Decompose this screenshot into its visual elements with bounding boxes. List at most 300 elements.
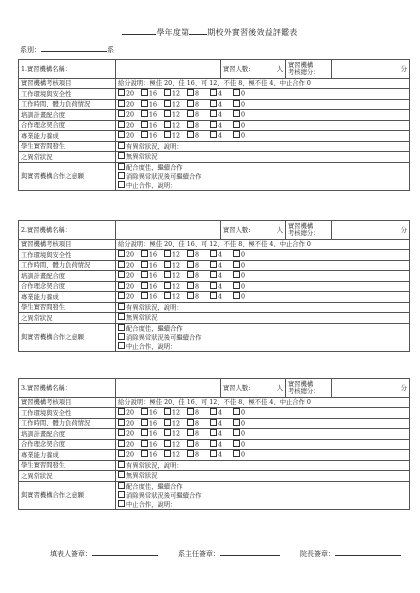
checkbox-icon[interactable]: [187, 261, 194, 268]
criterion-label: 專業能力養成: [19, 131, 116, 142]
score-option[interactable]: 8: [187, 419, 210, 429]
cooperation-label: 與實習機構合作之意願: [19, 162, 116, 190]
checkbox-icon[interactable]: [118, 100, 125, 107]
score-option[interactable]: 20: [118, 292, 141, 302]
checkbox-icon[interactable]: [164, 429, 171, 436]
year-blank[interactable]: [122, 26, 156, 35]
score-option[interactable]: 12: [164, 292, 187, 302]
coop-option-continue[interactable]: 配合度佳，繼續合作: [118, 482, 407, 491]
score-option[interactable]: 20: [118, 250, 141, 260]
checkbox-icon[interactable]: [233, 271, 240, 278]
score-total-label: 實習機構 考核總分：: [286, 379, 332, 398]
checkbox-icon[interactable]: [233, 131, 240, 138]
score-option[interactable]: 16: [141, 440, 164, 450]
abnormal-row-1: [19, 302, 410, 313]
checkbox-icon[interactable]: [118, 408, 125, 415]
checkbox-icon[interactable]: [141, 110, 148, 117]
abnormal-no-option[interactable]: 無異常狀況: [116, 313, 410, 324]
score-option[interactable]: 8: [187, 440, 210, 450]
checkbox-icon[interactable]: [210, 440, 217, 447]
abnormal-row-2: [19, 471, 410, 482]
org-name-label: 2.實習機構名稱：: [19, 221, 116, 240]
checkbox-icon[interactable]: [141, 250, 148, 257]
score-option[interactable]: 0: [233, 250, 245, 260]
criterion-label: 合作理念契合度: [19, 120, 116, 131]
score-option[interactable]: 8: [187, 100, 210, 110]
cooperation-label: 與實習機構合作之意願: [19, 323, 116, 351]
score-option[interactable]: 8: [187, 429, 210, 439]
checkbox-icon[interactable]: [210, 408, 217, 415]
score-option[interactable]: 20: [118, 261, 141, 271]
checkbox-icon[interactable]: [118, 142, 125, 149]
checkbox-icon[interactable]: [210, 429, 217, 436]
score-option[interactable]: 12: [164, 121, 187, 131]
checkbox-icon[interactable]: [118, 419, 125, 426]
checkbox-icon[interactable]: [233, 282, 240, 289]
checkbox-icon[interactable]: [233, 250, 240, 257]
score-options: [116, 120, 410, 131]
score-option[interactable]: 16: [141, 292, 164, 302]
checkbox-icon[interactable]: [118, 261, 125, 268]
checkbox-icon[interactable]: [164, 110, 171, 117]
coop-option-terminate[interactable]: 中止合作，說明：: [118, 181, 407, 190]
score-option[interactable]: 16: [141, 408, 164, 418]
score-total-field[interactable]: 分: [332, 379, 410, 398]
score-options: [116, 292, 410, 303]
score-option[interactable]: 8: [187, 250, 210, 260]
score-option[interactable]: 0: [233, 89, 245, 99]
checkbox-icon[interactable]: [233, 110, 240, 117]
abnormal-label-1: 學生實習間發生: [19, 460, 116, 471]
score-option[interactable]: 12: [164, 110, 187, 120]
score-options: [116, 110, 410, 121]
org-name-field[interactable]: [116, 379, 221, 398]
criterion-label: 合作理念契合度: [19, 439, 116, 450]
checkbox-icon[interactable]: [141, 429, 148, 436]
org-header-row: [19, 60, 410, 79]
checkbox-icon[interactable]: [187, 89, 194, 96]
score-option[interactable]: 4: [210, 121, 233, 131]
checkbox-icon[interactable]: [141, 131, 148, 138]
score-option[interactable]: 4: [210, 440, 233, 450]
representative-signature: 填表人簽章：: [50, 548, 158, 559]
score-options: [116, 89, 410, 100]
score-option[interactable]: 8: [187, 261, 210, 271]
score-option[interactable]: 12: [164, 271, 187, 281]
checkbox-icon[interactable]: [141, 100, 148, 107]
checkbox-icon[interactable]: [164, 89, 171, 96]
score-option[interactable]: 12: [164, 100, 187, 110]
checkbox-icon[interactable]: [210, 110, 217, 117]
score-option[interactable]: 20: [118, 131, 141, 141]
score-option[interactable]: 4: [210, 250, 233, 260]
abnormal-label-2: 之異常狀況: [19, 471, 116, 482]
score-option[interactable]: 20: [118, 121, 141, 131]
checkbox-icon[interactable]: [118, 181, 125, 188]
score-option[interactable]: 12: [164, 250, 187, 260]
checkbox-icon[interactable]: [233, 419, 240, 426]
term-blank[interactable]: [189, 26, 207, 35]
criterion-row: [19, 292, 410, 303]
score-option[interactable]: 4: [210, 131, 233, 141]
checkbox-icon[interactable]: [210, 282, 217, 289]
evaluation-block-1: [18, 59, 410, 191]
criterion-label: 培訓計畫配合度: [19, 271, 116, 282]
scoring-note: 給分說明：極佳 20、佳 16、可 12、不佳 8、極不佳 4、中止合作 0: [116, 398, 410, 408]
criterion-row: [19, 450, 410, 461]
score-options: [116, 250, 410, 261]
score-option[interactable]: 16: [141, 89, 164, 99]
checkbox-icon[interactable]: [187, 292, 194, 299]
department-suffix: 系: [107, 46, 114, 54]
item-header: 實習機構考核項目: [19, 240, 116, 250]
score-option[interactable]: 0: [233, 429, 245, 439]
checkbox-icon[interactable]: [118, 152, 125, 159]
coop-option-continue[interactable]: 配合度佳，繼續合作: [118, 163, 407, 172]
abnormal-yes-option[interactable]: 有異常狀況，說明：: [116, 141, 410, 152]
score-total-field[interactable]: 分: [332, 60, 410, 79]
org-name-field[interactable]: [116, 221, 221, 240]
cooperation-row: [19, 481, 410, 509]
checkbox-icon[interactable]: [233, 440, 240, 447]
coop-option-conditional[interactable]: 消除異常狀況後可繼續合作: [118, 172, 407, 181]
checkbox-icon[interactable]: [187, 450, 194, 457]
abnormal-row-2: [19, 313, 410, 324]
score-option[interactable]: 16: [141, 121, 164, 131]
criterion-row: [19, 408, 410, 419]
checkbox-icon[interactable]: [210, 261, 217, 268]
intern-count-cell[interactable]: 實習人數: 人: [221, 379, 286, 398]
checkbox-icon[interactable]: [118, 292, 125, 299]
score-options: [116, 408, 410, 419]
score-option[interactable]: 4: [210, 429, 233, 439]
score-option[interactable]: 16: [141, 110, 164, 120]
form-title: [0, 26, 420, 38]
score-option[interactable]: 16: [141, 450, 164, 460]
criterion-label: 工作時間、體力負荷情況: [19, 260, 116, 271]
score-option[interactable]: 16: [141, 250, 164, 260]
checkbox-icon[interactable]: [233, 121, 240, 128]
score-option[interactable]: 12: [164, 282, 187, 292]
abnormal-row-1: [19, 141, 410, 152]
checkbox-icon[interactable]: [210, 450, 217, 457]
score-option[interactable]: 8: [187, 131, 210, 141]
principal-blank[interactable]: [335, 548, 401, 556]
score-option[interactable]: 16: [141, 261, 164, 271]
score-option[interactable]: 20: [118, 408, 141, 418]
score-option[interactable]: 8: [187, 110, 210, 120]
checkbox-icon[interactable]: [118, 333, 125, 340]
score-option[interactable]: 4: [210, 292, 233, 302]
checkbox-icon[interactable]: [118, 491, 125, 498]
checkbox-icon[interactable]: [233, 261, 240, 268]
criterion-row: [19, 418, 410, 429]
score-option[interactable]: 16: [141, 419, 164, 429]
score-option[interactable]: 12: [164, 440, 187, 450]
score-option[interactable]: 8: [187, 89, 210, 99]
checkbox-icon[interactable]: [118, 324, 125, 331]
checkbox-icon[interactable]: [164, 131, 171, 138]
checkbox-icon[interactable]: [164, 450, 171, 457]
checkbox-icon[interactable]: [187, 282, 194, 289]
coop-option-conditional[interactable]: 消除異常狀況後可繼續合作: [118, 491, 407, 500]
checkbox-icon[interactable]: [187, 440, 194, 447]
criterion-label: 專業能力養成: [19, 292, 116, 303]
checkbox-icon[interactable]: [210, 419, 217, 426]
checkbox-icon[interactable]: [118, 89, 125, 96]
criterion-row: [19, 131, 410, 142]
score-option[interactable]: 16: [141, 429, 164, 439]
criterion-row: [19, 429, 410, 440]
cooperation-label: 與實習機構合作之意願: [19, 481, 116, 509]
checkbox-icon[interactable]: [210, 292, 217, 299]
checkbox-icon[interactable]: [118, 500, 125, 507]
checkbox-icon[interactable]: [233, 408, 240, 415]
checkbox-icon[interactable]: [118, 342, 125, 349]
item-header: 實習機構考核項目: [19, 398, 116, 408]
score-option[interactable]: 0: [233, 100, 245, 110]
score-total-label: 實習機構 考核總分：: [286, 60, 332, 79]
checkbox-icon[interactable]: [187, 429, 194, 436]
score-option[interactable]: 4: [210, 261, 233, 271]
score-option[interactable]: 0: [233, 440, 245, 450]
score-option[interactable]: 4: [210, 450, 233, 460]
score-option[interactable]: 16: [141, 271, 164, 281]
checkbox-icon[interactable]: [187, 271, 194, 278]
score-option[interactable]: 4: [210, 419, 233, 429]
score-option[interactable]: 4: [210, 408, 233, 418]
criterion-label: 培訓計畫配合度: [19, 110, 116, 121]
score-option[interactable]: 0: [233, 419, 245, 429]
checkbox-icon[interactable]: [118, 461, 125, 468]
checkbox-icon[interactable]: [118, 450, 125, 457]
checkbox-icon[interactable]: [210, 250, 217, 257]
checkbox-icon[interactable]: [187, 100, 194, 107]
evaluation-block-2: [18, 220, 410, 352]
abnormal-no-option[interactable]: 無異常狀況: [116, 471, 410, 482]
score-option[interactable]: 4: [210, 271, 233, 281]
score-option[interactable]: 12: [164, 131, 187, 141]
checkbox-icon[interactable]: [210, 271, 217, 278]
score-option[interactable]: 8: [187, 292, 210, 302]
checkbox-icon[interactable]: [210, 89, 217, 96]
score-option[interactable]: 0: [233, 292, 245, 302]
checkbox-icon[interactable]: [233, 89, 240, 96]
checkbox-icon[interactable]: [187, 131, 194, 138]
score-option[interactable]: 0: [233, 110, 245, 120]
score-option[interactable]: 4: [210, 282, 233, 292]
score-option[interactable]: 20: [118, 100, 141, 110]
criterion-label: 培訓計畫配合度: [19, 429, 116, 440]
checkbox-icon[interactable]: [141, 408, 148, 415]
checkbox-icon[interactable]: [187, 121, 194, 128]
checkbox-icon[interactable]: [164, 419, 171, 426]
score-option[interactable]: 0: [233, 408, 245, 418]
abnormal-label-2: 之異常狀況: [19, 152, 116, 163]
department-blank[interactable]: [41, 44, 107, 52]
score-option[interactable]: 4: [210, 89, 233, 99]
abnormal-row-2: [19, 152, 410, 163]
score-option[interactable]: 4: [210, 100, 233, 110]
score-option[interactable]: 20: [118, 419, 141, 429]
score-option[interactable]: 0: [233, 121, 245, 131]
scoring-note-row: [19, 398, 410, 408]
checkbox-icon[interactable]: [210, 121, 217, 128]
title-part-2: 期校外實習後效益評鑑表: [207, 28, 298, 37]
score-options: [116, 429, 410, 440]
cooperation-row: [19, 323, 410, 351]
checkbox-icon[interactable]: [118, 313, 125, 320]
criterion-row: [19, 89, 410, 100]
criterion-label: 工作時間、體力負荷情況: [19, 99, 116, 110]
dept-head-blank[interactable]: [220, 548, 280, 556]
score-option[interactable]: 8: [187, 121, 210, 131]
score-option[interactable]: 20: [118, 440, 141, 450]
checkbox-icon[interactable]: [233, 100, 240, 107]
cooperation-options: [116, 323, 410, 351]
score-option[interactable]: 20: [118, 89, 141, 99]
checkbox-icon[interactable]: [141, 282, 148, 289]
score-option[interactable]: 20: [118, 429, 141, 439]
org-name-label: 1.實習機構名稱：: [19, 60, 116, 79]
score-option[interactable]: 0: [233, 282, 245, 292]
cooperation-row: [19, 162, 410, 190]
abnormal-yes-option[interactable]: 有異常狀況，說明：: [116, 460, 410, 471]
checkbox-icon[interactable]: [164, 408, 171, 415]
checkbox-icon[interactable]: [118, 131, 125, 138]
checkbox-icon[interactable]: [118, 271, 125, 278]
criterion-label: 工作環境與安全性: [19, 89, 116, 100]
score-option[interactable]: 16: [141, 131, 164, 141]
score-option[interactable]: 20: [118, 450, 141, 460]
score-option[interactable]: 0: [233, 271, 245, 281]
cooperation-options: [116, 481, 410, 509]
score-total-field[interactable]: 分: [332, 221, 410, 240]
checkbox-icon[interactable]: [141, 121, 148, 128]
checkbox-icon[interactable]: [141, 292, 148, 299]
score-option[interactable]: 12: [164, 408, 187, 418]
criterion-label: 專業能力養成: [19, 450, 116, 461]
criterion-row: [19, 281, 410, 292]
score-option[interactable]: 20: [118, 282, 141, 292]
score-option[interactable]: 8: [187, 271, 210, 281]
checkbox-icon[interactable]: [141, 89, 148, 96]
abnormal-label-2: 之異常狀況: [19, 313, 116, 324]
score-option[interactable]: 20: [118, 110, 141, 120]
checkbox-icon[interactable]: [141, 271, 148, 278]
score-option[interactable]: 16: [141, 100, 164, 110]
checkbox-icon[interactable]: [164, 100, 171, 107]
checkbox-icon[interactable]: [187, 250, 194, 257]
abnormal-no-option[interactable]: 無異常狀況: [116, 152, 410, 163]
checkbox-icon[interactable]: [233, 450, 240, 457]
checkbox-icon[interactable]: [118, 429, 125, 436]
checkbox-icon[interactable]: [164, 250, 171, 257]
coop-option-conditional[interactable]: 消除異常狀況後可繼續合作: [118, 333, 407, 342]
criterion-label: 工作環境與安全性: [19, 250, 116, 261]
checkbox-icon[interactable]: [118, 110, 125, 117]
score-option[interactable]: 12: [164, 429, 187, 439]
checkbox-icon[interactable]: [164, 440, 171, 447]
score-options: [116, 450, 410, 461]
intern-count-cell[interactable]: 實習人數: 人: [221, 60, 286, 79]
checkbox-icon[interactable]: [164, 292, 171, 299]
item-header: 實習機構考核項目: [19, 79, 116, 89]
score-option[interactable]: 12: [164, 419, 187, 429]
score-option[interactable]: 20: [118, 271, 141, 281]
criterion-row: [19, 250, 410, 261]
checkbox-icon[interactable]: [233, 429, 240, 436]
checkbox-icon[interactable]: [187, 110, 194, 117]
checkbox-icon[interactable]: [118, 482, 125, 489]
score-option[interactable]: 0: [233, 450, 245, 460]
criterion-row: [19, 260, 410, 271]
scoring-note: 給分說明：極佳 20、佳 16、可 12、不佳 8、極不佳 4、中止合作 0: [116, 79, 410, 89]
score-option[interactable]: 12: [164, 89, 187, 99]
checkbox-icon[interactable]: [187, 419, 194, 426]
title-part-1: 學年度第: [156, 28, 190, 37]
dept-head-signature: 系主任簽章：: [178, 548, 280, 559]
score-option[interactable]: 0: [233, 131, 245, 141]
checkbox-icon[interactable]: [164, 261, 171, 268]
score-option[interactable]: 8: [187, 408, 210, 418]
coop-option-continue[interactable]: 配合度佳，繼續合作: [118, 324, 407, 333]
checkbox-icon[interactable]: [118, 250, 125, 257]
checkbox-icon[interactable]: [118, 303, 125, 310]
checkbox-icon[interactable]: [141, 450, 148, 457]
checkbox-icon[interactable]: [164, 282, 171, 289]
score-option[interactable]: 16: [141, 282, 164, 292]
checkbox-icon[interactable]: [118, 471, 125, 478]
checkbox-icon[interactable]: [233, 292, 240, 299]
checkbox-icon[interactable]: [118, 282, 125, 289]
checkbox-icon[interactable]: [141, 261, 148, 268]
abnormal-label-1: 學生實習間發生: [19, 302, 116, 313]
checkbox-icon[interactable]: [187, 408, 194, 415]
checkbox-icon[interactable]: [118, 121, 125, 128]
checkbox-icon[interactable]: [118, 172, 125, 179]
criterion-label: 合作理念契合度: [19, 281, 116, 292]
checkbox-icon[interactable]: [118, 440, 125, 447]
abnormal-yes-option[interactable]: 有異常狀況，說明：: [116, 302, 410, 313]
cooperation-options: [116, 162, 410, 190]
checkbox-icon[interactable]: [118, 163, 125, 170]
checkbox-icon[interactable]: [210, 100, 217, 107]
checkbox-icon[interactable]: [210, 131, 217, 138]
score-option[interactable]: 8: [187, 282, 210, 292]
score-option[interactable]: 8: [187, 450, 210, 460]
checkbox-icon[interactable]: [141, 440, 148, 447]
checkbox-icon[interactable]: [164, 121, 171, 128]
coop-option-terminate[interactable]: 中止合作，說明：: [118, 500, 407, 509]
score-option[interactable]: 4: [210, 110, 233, 120]
criterion-row: [19, 439, 410, 450]
scoring-note-row: [19, 79, 410, 89]
score-options: [116, 99, 410, 110]
score-option[interactable]: 12: [164, 261, 187, 271]
intern-count-cell[interactable]: 實習人數: 人: [221, 221, 286, 240]
representative-blank[interactable]: [92, 548, 158, 556]
checkbox-icon[interactable]: [141, 419, 148, 426]
coop-option-terminate[interactable]: 中止合作，說明：: [118, 342, 407, 351]
score-option[interactable]: 0: [233, 261, 245, 271]
evaluation-block-3: [18, 378, 410, 510]
score-options: [116, 131, 410, 142]
checkbox-icon[interactable]: [164, 271, 171, 278]
score-option[interactable]: 12: [164, 450, 187, 460]
org-name-field[interactable]: [116, 60, 221, 79]
department-line: [20, 44, 114, 55]
